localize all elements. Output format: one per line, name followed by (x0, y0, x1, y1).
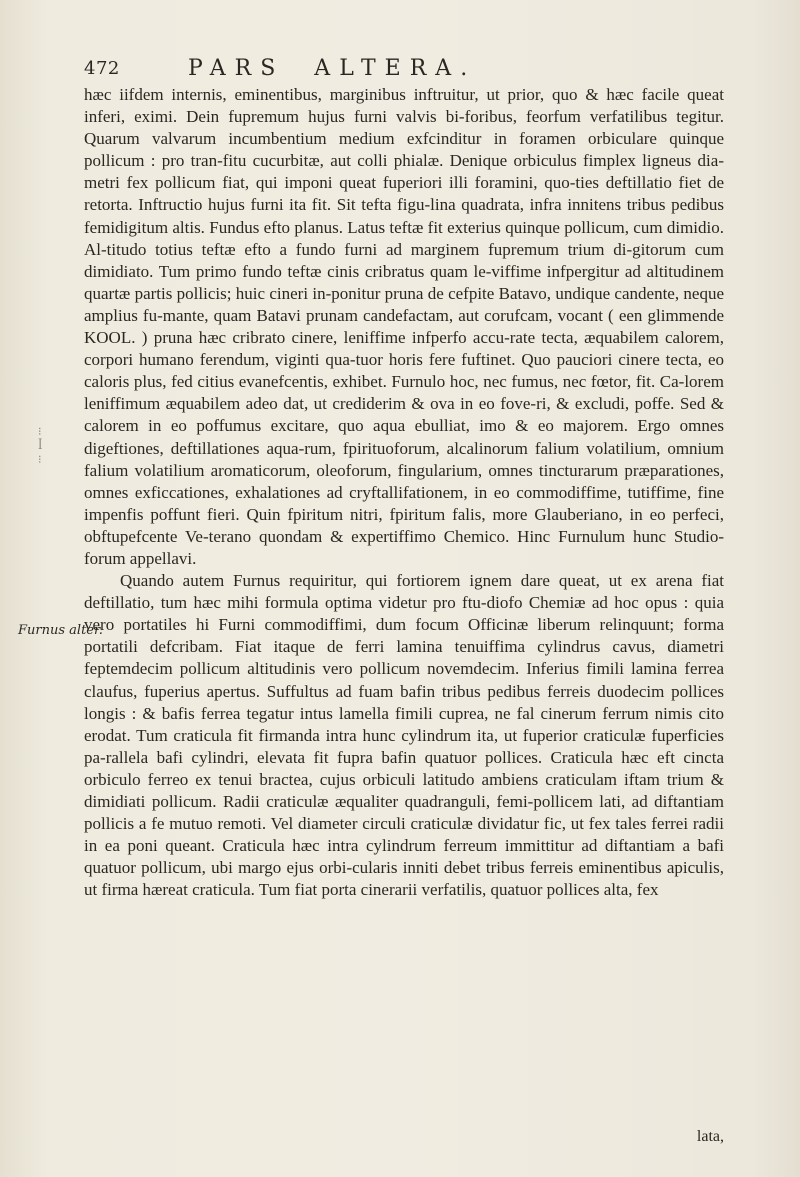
paragraph-2: Quando autem Furnus requiritur, qui fortiorem ignem dare queat, ut ex arena fiat deftillatio, tum hæc mihi formula optima videtur pro ftu-diofo Chemiæ ad hoc opus : quia vero portatiles hi Furni commodiffimi, dum focum Officinæ liberum relinquunt; forma portatili defcribam. Fiat itaque de ferri lamina tenuiffima cylindrus cavus, diametri feptemdecim pollicum altitudinis vero pollicum novemdecim. Inferius fimili lamina ferrea claufus, fuperius apertus. Suffultus ad fuam bafin tribus pedibus ferreis duodecim pollices longis : & bafis ferrea tegatur intus lamella fimili cuprea, ne fal cinerum ferrum nimis cito erodat. Tum craticula fit firmanda intra hunc cylindrum ita, ut fuperior craticulæ fuperficies pa-rallela bafi cylindri, elevata fit fupra bafin quatuor pollices. Craticula hæc eft cincta orbiculo ferreo ex tenui bractea, cujus orbiculi latitudo ambiens craticulam iftam trium & dimidiati pollicum. Radii craticulæ æqualiter quadranguli, femi-pollicem lati, ad diftantiam pollicis a fe mutuo remoti. Vel diameter circuli craticulæ dividatur fic, ut fex tales ferrei radii in ea poni queant. Craticula hæc intra cylindrum ferreum immittitur ad diftantiam a bafi quatuor pollicum, ubi margo ejus orbi-cularis inniti debet tribus ferreis eminentibus apiculis, ut firma hæreat craticula. Tum fiat porta cinerarii verfatilis, quatuor pollices alta, fex (84, 571, 724, 900)
catchword: lata, (696, 1128, 724, 1145)
page-header (84, 56, 724, 82)
body-text (84, 84, 724, 901)
margin-pencil-marks: ⁝ ꟾ ⁝ (38, 425, 43, 466)
page-number: 472 (84, 58, 120, 79)
margin-note: Furnus alter. (18, 623, 103, 638)
running-head: PARS ALTERA. (188, 56, 477, 81)
paragraph-1: hæc iifdem internis, eminentibus, marginibus inftruitur, ut prior, quo & hæc facile queat inferi, eximi. Dein fupremum hujus furni valvis bi-foribus, feorfum verfatilibus tegitur. Quarum valvarum incumbentium medium exfcinditur in foramen orbiculare quinque pollicum : pro tran-fitu cucurbitæ, aut colli phialæ. Denique orbiculus fimplex ligneus dia-metri fex pollicum fiat, qui imponi queat fuperiori illi foramini, quo-ties deftillatio fiet de retorta. Inftructio hujus furni ita fit. Sit tefta figu-lina quadrata, infra innitens tribus pedibus femidigitum altis. Fundus efto planus. Latus teftæ fit exterius quinque pollicum, cum dimidio. Al-titudo totius teftæ efto a fundo furni ad marginem fupremum trium di-gitorum cum dimidiato. Tum primo fundo teftæ cinis cribratus quam le-viffime infpergitur ad altitudinem quartæ partis pollicis; huic cineri in-ponitur pruna de cefpite Batavo, undique candente, neque amplius fu-mante, quam Batavi prunam candefactam, aut corufcam, vocant ( een glimmende KOOL. ) pruna hæc cribrato cinere, leniffime infperfo accu-rate tecta, æquabilem calorem, corpori humano ferendum, viginti qua-tuor horis fere fuftinet. Quo pauciori cinere tecta, eo caloris plus, fed citius evanefcentis, exhibet. Furnulo hoc, nec fumus, nec fœtor, fit. Ca-lorem leniffimum æquabilem adeo dat, ut crediderim & ova in eo fove-ri, & excludi, poffe. Sed & calorem in eo poffumus excitare, quo aqua ebulliat, imo & eo majorem. Ergo omnes digeftiones, deftillationes aqua-rum, fpirituoforum, alcalinorum falium volatilium, omnium falium volatilium aromaticorum, oleoforum, fingularium, omnes tincturarum præparationes, omnes exficcationes, exhalationes ad cryftallifationem, in eo commodiffime, tutiffime, fine impenfis poffunt fieri. Quin fpiritum nitri, fpiritum falis, more Glauberiano, in eo perfeci, obftupefcente Ve-terano quondam & expertiffimo Chemico. Hinc Furnulum hunc Studio-forum appellavi. (84, 85, 724, 568)
